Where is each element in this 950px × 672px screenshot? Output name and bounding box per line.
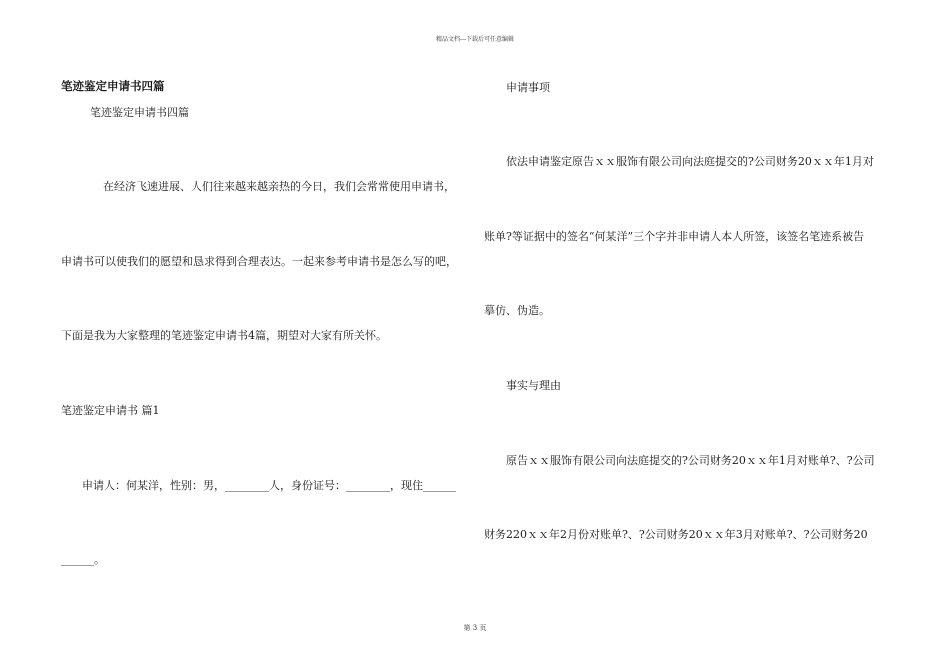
section-heading: 笔迹鉴定申请书 篇1	[61, 404, 160, 417]
intro-line-3: 下面是我为大家整理的笔迹鉴定申请书4篇，期望对大家有所关怀。	[61, 329, 387, 342]
facts-line-1: 原告ｘｘ服饰有限公司向法庭提交的?公司财务20ｘｘ年1月对账单?、?公司	[506, 454, 875, 467]
intro-line-1: 在经济飞速进展、人们往来越来越亲热的今日，我们会常常使用申请书，	[103, 180, 455, 193]
intro-line-2: 申请书可以使我们的愿望和恳求得到合理表达。一起来参考申请书是怎么写的吧，	[61, 255, 457, 268]
document-subtitle: 笔迹鉴定申请书四篇	[90, 106, 189, 119]
applicant-line-2: ______。	[61, 553, 105, 566]
page-header-note: 精品文档---下载后可任意编辑	[435, 36, 515, 43]
document-title: 笔迹鉴定申请书四篇	[61, 79, 165, 93]
matters-line-2: 账单?等证据中的签名“何某洋”三个字并非申请人本人所签，该签名笔迹系被告	[484, 230, 865, 243]
matters-heading: 申请事项	[506, 81, 550, 94]
matters-line-1: 依法申请鉴定原告ｘｘ服饰有限公司向法庭提交的?公司财务20ｘｘ年1月对	[506, 155, 874, 168]
applicant-line-1: 申请人：何某洋，性别：男，________人，身份证号：________，现住______	[82, 479, 456, 492]
facts-heading: 事实与理由	[506, 379, 561, 392]
page-number: 第 3 页	[463, 624, 487, 632]
facts-line-2: 财务220ｘｘ年2月份对账单?、?公司财务20ｘｘ年3月对账单?、?公司财务20	[484, 528, 868, 541]
matters-line-3: 摹仿、伪造。	[484, 304, 550, 317]
